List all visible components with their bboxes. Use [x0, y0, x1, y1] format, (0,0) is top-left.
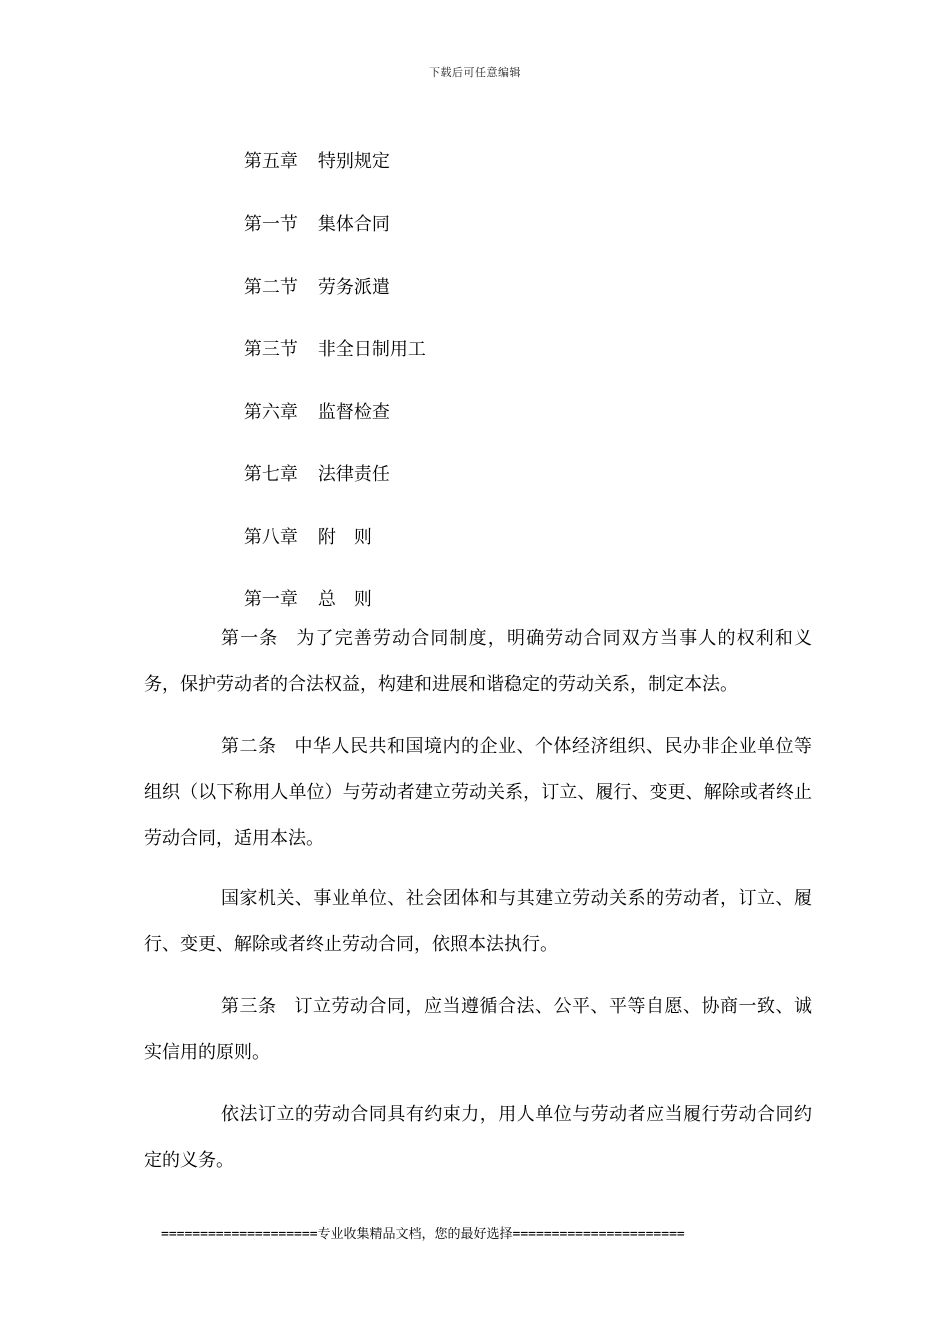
body-paragraph — [144, 1092, 812, 1184]
article-paragraph — [144, 724, 812, 862]
article-text: 为了完善劳动合同制度，明确劳动合同双方当事人的权利和义务，保护劳动者的合法权益，构建和进展和谐稳定的劳动关系，制定本法。 — [144, 628, 813, 695]
toc-chapter-title: 总 则 — [317, 589, 372, 610]
toc-chapter-number: 第一章 — [243, 589, 298, 610]
page-header-note: 下载后可任意编辑 — [429, 66, 521, 79]
paragraph-text: 依法订立的劳动合同具有约束力，用人单位与劳动者应当履行劳动合同约定的义务。 — [144, 1104, 812, 1171]
toc-entry — [221, 439, 390, 511]
toc-entry — [221, 189, 390, 261]
toc-entry — [221, 314, 426, 386]
article-number: 第三条 — [221, 996, 277, 1017]
article-paragraph — [144, 616, 812, 708]
toc-chapter-title: 法律责任 — [317, 464, 390, 485]
article-text: 中华人民共和国境内的企业、个体经济组织、民办非企业单位等组织（以下称用人单位）与劳动者建立劳动关系，订立、履行、变更、解除或者终止劳动合同，适用本法。 — [144, 736, 812, 849]
article-text: 订立劳动合同，应当遵循合法、公平、平等自愿、协商一致、诚实信用的原则。 — [144, 996, 812, 1063]
footer-banner: ====================专业收集精品文档，您的最好选择====================== — [161, 1227, 685, 1242]
toc-chapter-title: 附 则 — [317, 527, 372, 548]
toc-chapter-number: 第五章 — [243, 151, 298, 172]
paragraph-text: 国家机关、事业单位、社会团体和与其建立劳动关系的劳动者，订立、履行、变更、解除或者终止劳动合同，依照本法执行。 — [144, 888, 812, 955]
toc-section-title: 非全日制用工 — [317, 339, 426, 360]
toc-section-number: 第一节 — [243, 214, 298, 235]
article-number: 第一条 — [221, 628, 279, 649]
article-paragraph — [144, 984, 812, 1076]
toc-chapter-title: 特别规定 — [317, 151, 390, 172]
toc-chapter-number: 第六章 — [243, 402, 298, 423]
body-paragraph — [144, 876, 812, 968]
toc-section-title: 集体合同 — [317, 214, 390, 235]
toc-section-number: 第三节 — [243, 339, 298, 360]
article-number: 第二条 — [221, 736, 277, 757]
toc-chapter-number: 第八章 — [243, 527, 298, 548]
toc-entry — [221, 126, 390, 198]
toc-chapter-title: 监督检查 — [317, 402, 390, 423]
toc-section-title: 劳务派遣 — [317, 277, 390, 298]
toc-chapter-number: 第七章 — [243, 464, 298, 485]
toc-section-number: 第二节 — [243, 277, 298, 298]
